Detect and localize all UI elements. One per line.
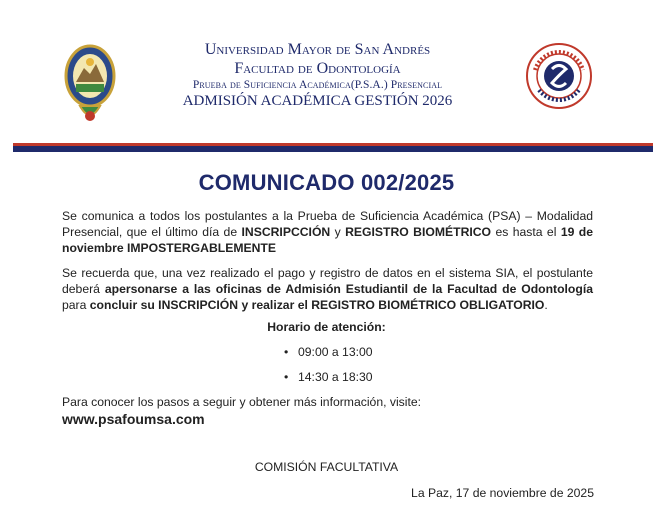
faculty-seal-icon <box>525 42 593 110</box>
notice-title: COMUNICADO 002/2025 <box>198 170 455 195</box>
bold-deadline: 19 de noviembre IMPOSTERGABLEMENTE <box>62 225 593 255</box>
text-segment: y <box>330 225 346 239</box>
text-segment: para <box>62 298 90 312</box>
schedule-slot-afternoon <box>284 370 373 384</box>
institution-heading <box>120 40 515 110</box>
slot-text: 09:00 a 13:00 <box>298 345 373 359</box>
faculty-name: Facultad de Odontología <box>234 60 401 77</box>
schedule-slot-morning <box>284 345 373 359</box>
bullet-icon: • <box>284 370 289 384</box>
signature-commission: COMISIÓN FACULTATIVA <box>254 460 399 474</box>
bold-mandatory-registration: concluir su INSCRIPCIÓN y realizar el REGISTRO BIOMÉTRICO OBLIGATORIO <box>89 298 545 312</box>
website-link[interactable]: www.psafoumsa.com <box>62 411 205 427</box>
university-name: Universidad Mayor de San Andrés <box>204 41 431 58</box>
document-header <box>0 0 653 140</box>
text-segment: es hasta el <box>491 225 561 239</box>
paragraph-in-person-instructions <box>62 265 593 313</box>
umsa-seal-icon <box>62 40 118 128</box>
admission-title: ADMISIÓN ACADÉMICA GESTIÓN 2026 <box>182 93 453 109</box>
info-text: Para conocer los pasos a seguir y obtener más información, visite: <box>62 395 422 409</box>
bold-office-instruction: apersonarse a las oficinas de Admisión Estudiantil de la Facultad de Odontología <box>104 282 593 296</box>
text-segment: Se comunica a todos los postulantes a la Prueba de Suficiencia Académica (PSA) – Modalidad Presencial, que el último día de <box>62 209 593 239</box>
exam-name: Prueba de Suficiencia Académica(P.S.A.) Presencial <box>192 79 443 91</box>
paragraph-registration-deadline <box>62 208 593 256</box>
text-segment: . <box>544 298 548 312</box>
header-divider-navy <box>13 146 653 152</box>
bullet-icon: • <box>284 345 289 359</box>
document-date: La Paz, 17 de noviembre de 2025 <box>411 486 594 500</box>
text-segment: Se recuerda que, una vez realizado el pago y registro de datos en el sistema SIA, el postulante deberá <box>62 266 593 296</box>
bold-inscripcion: INSCRIPCCIÓN <box>241 225 331 239</box>
bold-registro-biometrico: REGISTRO BIOMÉTRICO <box>345 225 492 239</box>
schedule-heading: Horario de atención: <box>267 320 386 334</box>
slot-text: 14:30 a 18:30 <box>298 370 373 384</box>
